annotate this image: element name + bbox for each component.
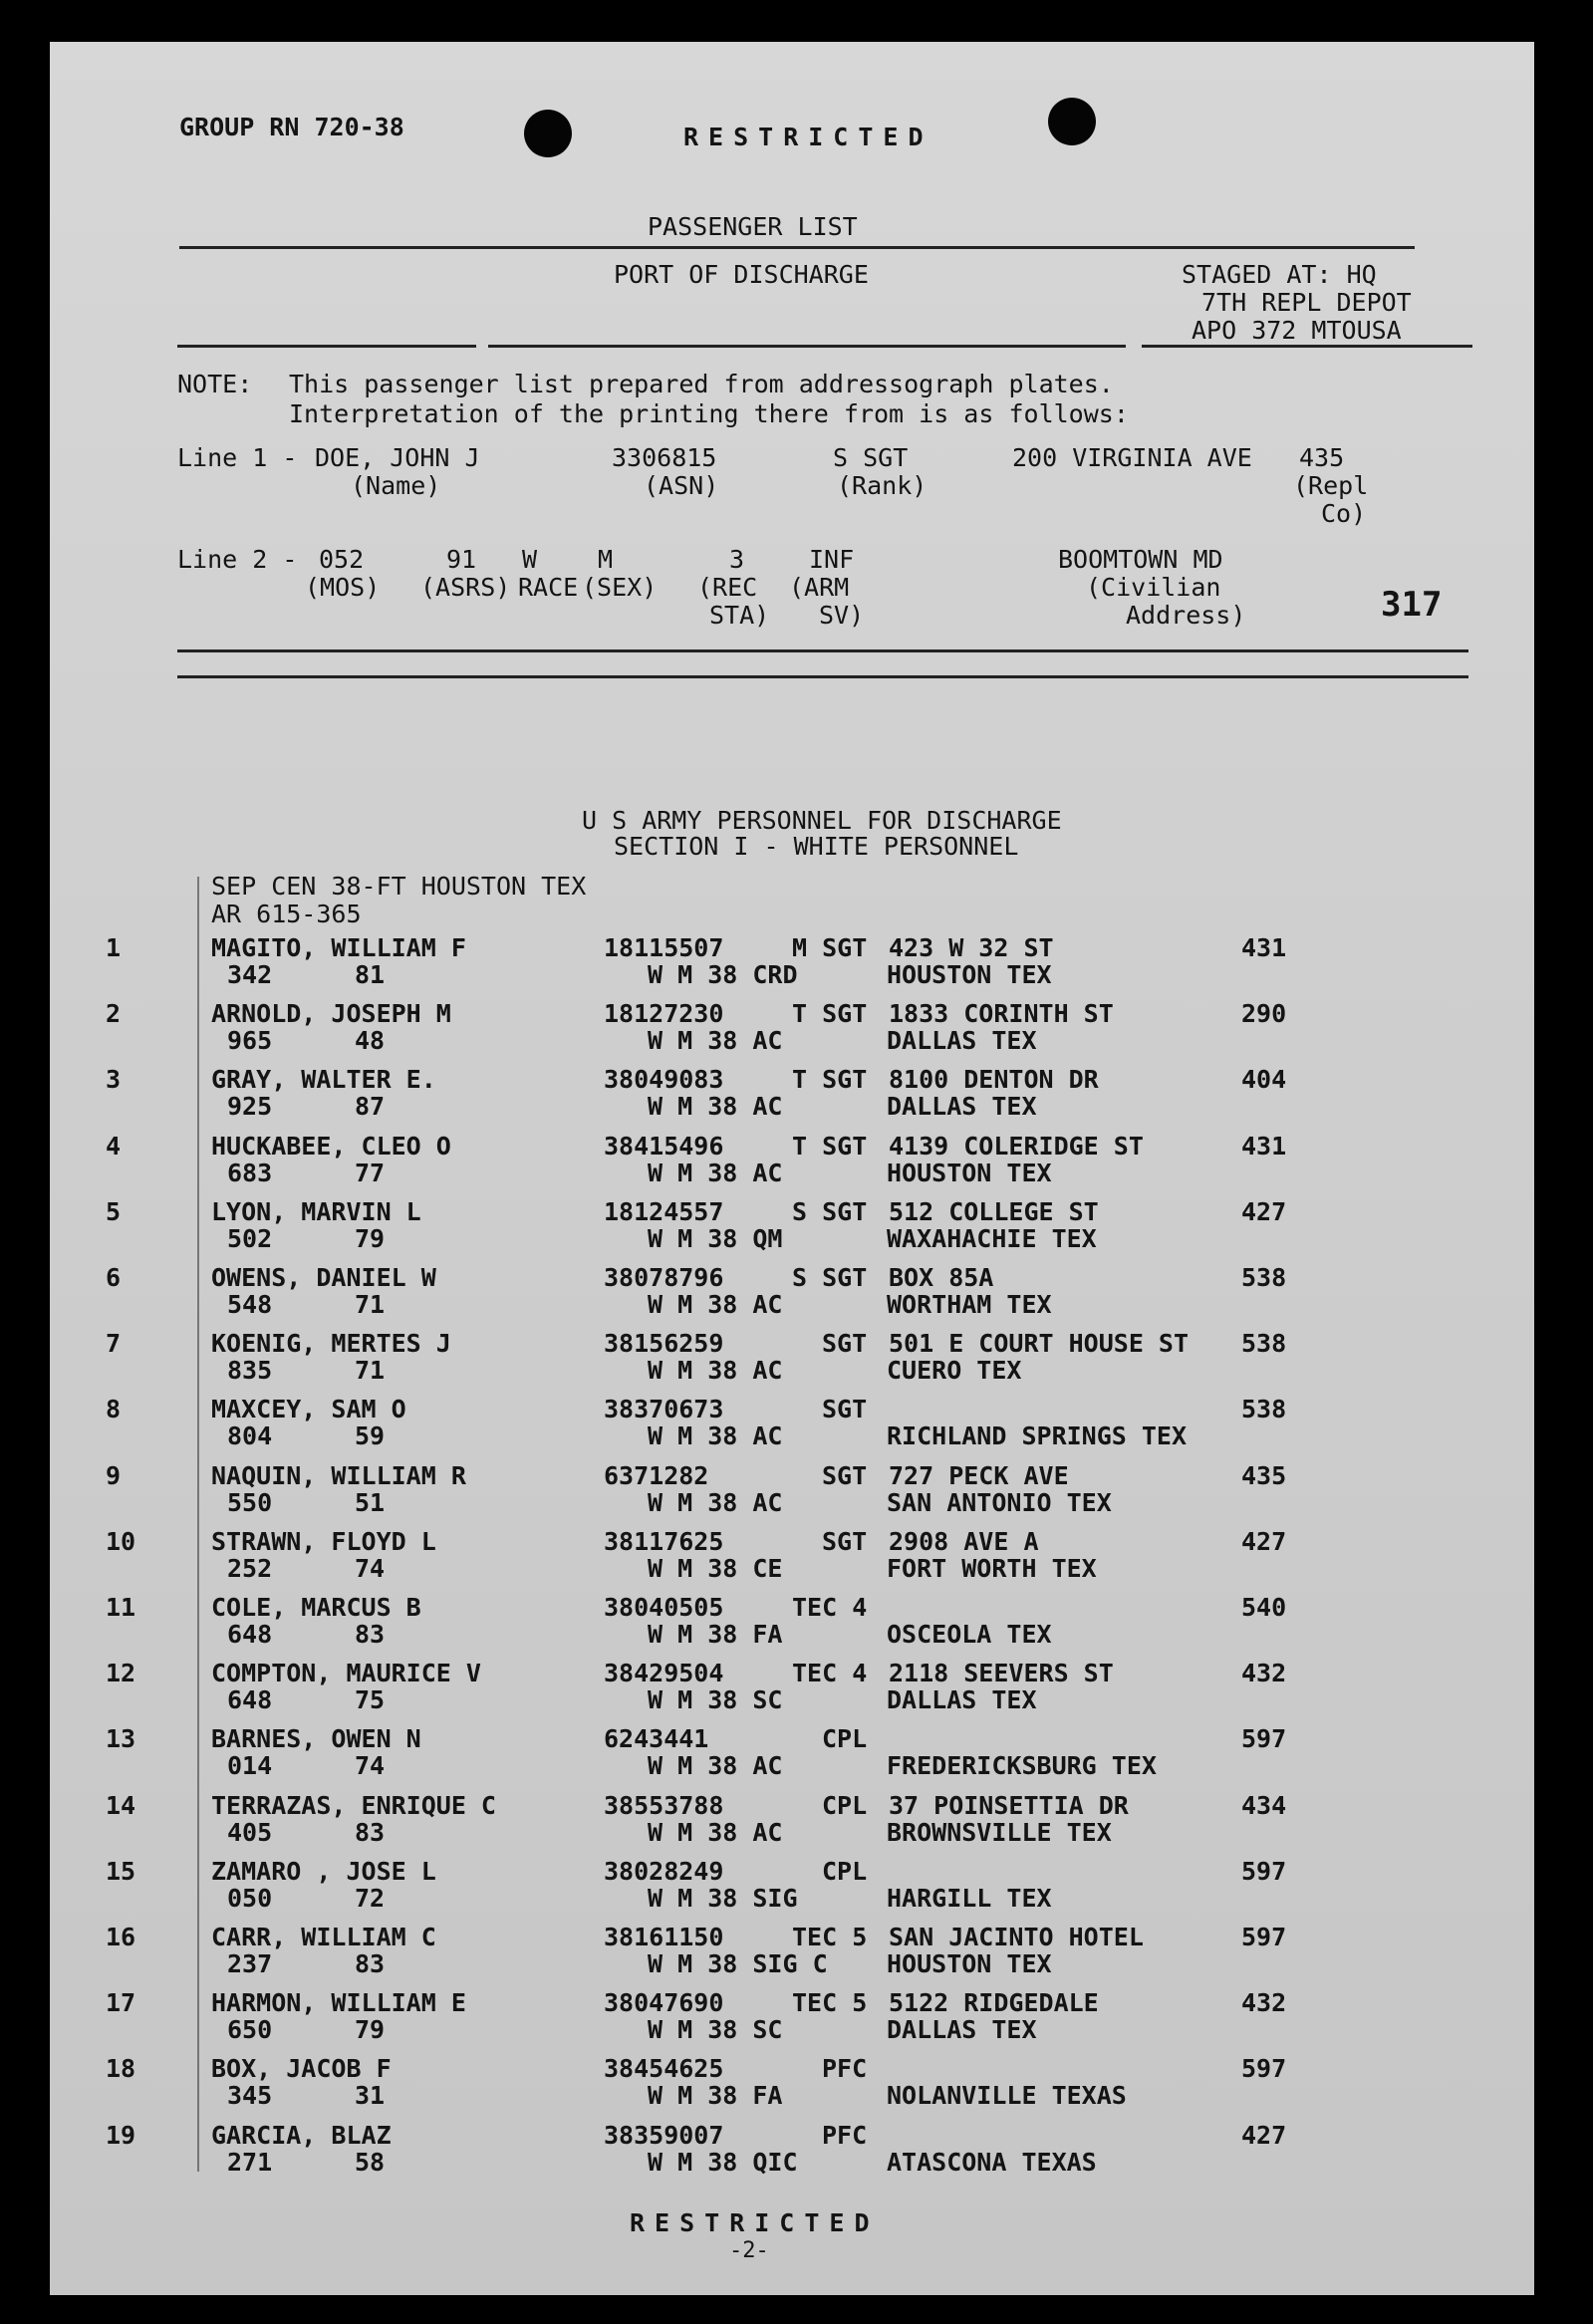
row-asrs: 77: [355, 1158, 386, 1187]
row-number: 4: [106, 1131, 122, 1161]
row-number: 5: [106, 1196, 122, 1226]
row-address-city: CUERO TEX: [887, 1356, 1022, 1386]
row-repl-co: 432: [1241, 1988, 1287, 2018]
example-rank: S SGT: [833, 443, 909, 472]
row-number: 8: [106, 1395, 122, 1424]
row-repl-co: 432: [1241, 1659, 1287, 1688]
row-rank: S SGT: [792, 1196, 868, 1226]
row-race-sex-arm: W M 38 AC: [648, 1026, 783, 1056]
row-repl-co: 404: [1241, 1065, 1287, 1095]
row-address-city: DALLAS TEX: [887, 1026, 1037, 1056]
row-address-city: FREDERICKSBURG TEX: [887, 1751, 1157, 1781]
row-name: CARR, WILLIAM C: [211, 1923, 436, 1951]
row-asrs: 75: [355, 1685, 386, 1715]
row-asn: 18115507: [604, 933, 724, 962]
row-mos: 050: [227, 1883, 273, 1913]
row-address-street: 727 PECK AVE: [889, 1460, 1069, 1490]
row-mos: 014: [227, 1751, 273, 1781]
row-mos: 252: [227, 1553, 273, 1583]
example-asrs: 91: [446, 545, 477, 574]
row-race-sex-arm: W M 38 AC: [648, 1751, 783, 1781]
row-asrs: 83: [355, 1817, 386, 1847]
row-mos: 342: [227, 960, 273, 989]
example-asn-caption: (ASN): [644, 471, 719, 500]
row-number: 3: [106, 1065, 122, 1095]
row-mos: 648: [227, 1620, 273, 1649]
row-address-street: 37 POINSETTIA DR: [889, 1790, 1129, 1820]
row-repl-co: 538: [1241, 1329, 1287, 1359]
note-line1: This passenger list prepared from addressograph plates.: [289, 370, 1114, 398]
row-asn: 38028249: [604, 1856, 724, 1886]
example-sex: M: [598, 545, 614, 574]
example-city-caption2: Address): [1126, 601, 1246, 630]
row-name: COLE, MARCUS B: [211, 1593, 421, 1622]
punch-hole-left: [524, 110, 572, 157]
row-asrs: 87: [355, 1092, 386, 1122]
row-repl-co: 427: [1241, 1526, 1287, 1556]
row-race-sex-arm: W M 38 AC: [648, 1158, 783, 1187]
row-number: 13: [106, 1724, 136, 1754]
row-asn: 6371282: [604, 1460, 709, 1490]
row-name: MAGITO, WILLIAM F: [211, 933, 466, 962]
row-address-city: HOUSTON TEX: [887, 960, 1052, 989]
row-repl-co: 434: [1241, 1790, 1287, 1820]
row-asrs: 79: [355, 2015, 386, 2045]
row-address-city: HARGILL TEX: [887, 1883, 1052, 1913]
row-rank: CPL: [822, 1790, 868, 1820]
row-number: 1: [106, 933, 122, 962]
example-line2-label: Line 2 -: [177, 545, 298, 574]
row-asn: 38117625: [604, 1526, 724, 1556]
row-address-city: DALLAS TEX: [887, 1092, 1037, 1122]
left-margin-line: [197, 877, 199, 2172]
row-address-street: SAN JACINTO HOTEL: [889, 1923, 1144, 1951]
section-title-1: U S ARMY PERSONNEL FOR DISCHARGE: [582, 806, 1062, 835]
row-repl-co: 290: [1241, 999, 1287, 1029]
row-mos: 804: [227, 1421, 273, 1451]
row-mos: 502: [227, 1223, 273, 1253]
row-address-street: 4139 COLERIDGE ST: [889, 1131, 1144, 1161]
example-arm-caption1: (ARM: [789, 573, 850, 602]
row-rank: PFC: [822, 2120, 868, 2150]
staged-at-line3: APO 372 MTOUSA: [1192, 316, 1402, 345]
row-rank: CPL: [822, 1856, 868, 1886]
row-rank: SGT: [822, 1460, 868, 1490]
row-repl-co: 597: [1241, 1923, 1287, 1951]
row-asrs: 51: [355, 1487, 386, 1517]
row-mos: 550: [227, 1487, 273, 1517]
restricted-bottom: RESTRICTED: [630, 2208, 880, 2237]
row-mos: 271: [227, 2147, 273, 2177]
row-repl-co: 431: [1241, 933, 1287, 962]
row-asn: 38078796: [604, 1263, 724, 1292]
row-number: 2: [106, 999, 122, 1029]
row-name: NAQUIN, WILLIAM R: [211, 1460, 466, 1490]
row-rank: PFC: [822, 2054, 868, 2084]
example-asn: 3306815: [612, 443, 717, 472]
row-address-city: HOUSTON TEX: [887, 1949, 1052, 1978]
row-name: OWENS, DANIEL W: [211, 1263, 436, 1292]
row-number: 17: [106, 1988, 136, 2018]
row-mos: 683: [227, 1158, 273, 1187]
row-rank: SGT: [822, 1395, 868, 1424]
row-address-city: BROWNSVILLE TEX: [887, 1817, 1112, 1847]
row-race-sex-arm: W M 38 AC: [648, 1421, 783, 1451]
row-asrs: 81: [355, 960, 386, 989]
row-mos: 965: [227, 1026, 273, 1056]
row-asn: 18127230: [604, 999, 724, 1029]
row-address-city: OSCEOLA TEX: [887, 1620, 1052, 1649]
row-repl-co: 427: [1241, 1196, 1287, 1226]
row-name: MAXCEY, SAM O: [211, 1395, 406, 1424]
row-rank: T SGT: [792, 999, 868, 1029]
example-sex-caption: (SEX): [582, 573, 658, 602]
example-rec-caption1: (REC: [697, 573, 758, 602]
row-address-city: NOLANVILLE TEXAS: [887, 2081, 1127, 2111]
row-name: ZAMARO , JOSE L: [211, 1856, 436, 1886]
example-race: W: [522, 545, 538, 574]
row-race-sex-arm: W M 38 AC: [648, 1487, 783, 1517]
row-race-sex-arm: W M 38 AC: [648, 1356, 783, 1386]
row-address-street: 2908 AVE A: [889, 1526, 1039, 1556]
row-name: BOX, JACOB F: [211, 2054, 392, 2084]
row-asrs: 72: [355, 1883, 386, 1913]
punch-hole-right: [1048, 98, 1096, 145]
page-number-stamp: 317: [1381, 585, 1443, 625]
row-mos: 345: [227, 2081, 273, 2111]
example-line1-label: Line 1 -: [177, 443, 298, 472]
example-name-caption: (Name): [351, 471, 441, 500]
row-number: 9: [106, 1460, 122, 1490]
row-name: ARNOLD, JOSEPH M: [211, 999, 451, 1029]
row-number: 10: [106, 1526, 136, 1556]
note-line2: Interpretation of the printing there from is as follows:: [289, 399, 1129, 428]
example-city: BOOMTOWN MD: [1058, 545, 1223, 574]
row-rank: T SGT: [792, 1131, 868, 1161]
row-name: GARCIA, BLAZ: [211, 2120, 392, 2150]
row-repl-co: 538: [1241, 1263, 1287, 1292]
document-page: [50, 42, 1534, 2295]
example-asrs-caption: (ASRS): [420, 573, 511, 602]
row-address-city: SAN ANTONIO TEX: [887, 1487, 1112, 1517]
group-label: GROUP RN 720-38: [179, 113, 404, 141]
header-rule-mid: [488, 345, 1126, 348]
example-mos-caption: (MOS): [305, 573, 381, 602]
row-name: TERRAZAS, ENRIQUE C: [211, 1790, 496, 1820]
row-asrs: 71: [355, 1356, 386, 1386]
row-race-sex-arm: W M 38 CRD: [648, 960, 798, 989]
row-asrs: 79: [355, 1223, 386, 1253]
row-repl-co: 597: [1241, 2054, 1287, 2084]
row-asrs: 74: [355, 1553, 386, 1583]
row-number: 14: [106, 1790, 136, 1820]
row-repl-co: 597: [1241, 1856, 1287, 1886]
row-mos: 925: [227, 1092, 273, 1122]
row-asn: 38370673: [604, 1395, 724, 1424]
example-rec: 3: [729, 545, 745, 574]
row-asrs: 83: [355, 1949, 386, 1978]
row-mos: 237: [227, 1949, 273, 1978]
example-rec-caption2: STA): [709, 601, 770, 630]
example-mos: 052: [319, 545, 365, 574]
row-race-sex-arm: W M 38 QM: [648, 1223, 783, 1253]
row-address-city: FORT WORTH TEX: [887, 1553, 1097, 1583]
row-asrs: 31: [355, 2081, 386, 2111]
ar-line: AR 615-365: [211, 900, 362, 928]
row-address-street: 423 W 32 ST: [889, 933, 1054, 962]
row-address-street: 8100 DENTON DR: [889, 1065, 1099, 1095]
row-race-sex-arm: W M 38 AC: [648, 1817, 783, 1847]
row-mos: 648: [227, 1685, 273, 1715]
row-asn: 38454625: [604, 2054, 724, 2084]
row-repl-co: 435: [1241, 1460, 1287, 1490]
row-rank: TEC 5: [792, 1988, 868, 2018]
row-asn: 38156259: [604, 1329, 724, 1359]
row-rank: SGT: [822, 1329, 868, 1359]
row-name: STRAWN, FLOYD L: [211, 1526, 436, 1556]
row-asn: 38040505: [604, 1593, 724, 1622]
row-asn: 38415496: [604, 1131, 724, 1161]
note-label: NOTE:: [177, 370, 253, 398]
row-asrs: 58: [355, 2147, 386, 2177]
row-asn: 18124557: [604, 1196, 724, 1226]
row-asn: 38359007: [604, 2120, 724, 2150]
row-address-city: WORTHAM TEX: [887, 1290, 1052, 1319]
staged-at-line1: STAGED AT: HQ: [1182, 260, 1377, 289]
staged-at-line2: 7TH REPL DEPOT: [1201, 288, 1412, 317]
row-address-street: 512 COLLEGE ST: [889, 1196, 1099, 1226]
row-asrs: 48: [355, 1026, 386, 1056]
sep-cen-line: SEP CEN 38-FT HOUSTON TEX: [211, 872, 587, 901]
row-number: 12: [106, 1659, 136, 1688]
row-name: BARNES, OWEN N: [211, 1724, 421, 1754]
row-address-city: DALLAS TEX: [887, 1685, 1037, 1715]
example-rank-caption: (Rank): [837, 471, 928, 500]
row-race-sex-arm: W M 38 QIC: [648, 2147, 798, 2177]
row-race-sex-arm: W M 38 FA: [648, 1620, 783, 1649]
row-race-sex-arm: W M 38 AC: [648, 1290, 783, 1319]
row-mos: 548: [227, 1290, 273, 1319]
row-rank: S SGT: [792, 1263, 868, 1292]
page-footer-number: -2-: [729, 2238, 769, 2263]
row-asn: 38429504: [604, 1659, 724, 1688]
row-mos: 405: [227, 1817, 273, 1847]
row-address-street: 501 E COURT HOUSE ST: [889, 1329, 1190, 1359]
port-of-discharge: PORT OF DISCHARGE: [614, 260, 869, 289]
section-title-2: SECTION I - WHITE PERSONNEL: [614, 832, 1019, 861]
note-rule-2: [177, 675, 1468, 678]
example-city-caption1: (Civilian: [1086, 573, 1221, 602]
row-asn: 38553788: [604, 1790, 724, 1820]
row-name: GRAY, WALTER E.: [211, 1065, 436, 1095]
example-repl-caption1: (Repl: [1293, 471, 1369, 500]
row-asrs: 83: [355, 1620, 386, 1649]
row-rank: TEC 4: [792, 1659, 868, 1688]
row-race-sex-arm: W M 38 SC: [648, 1685, 783, 1715]
row-asrs: 74: [355, 1751, 386, 1781]
row-repl-co: 597: [1241, 1724, 1287, 1754]
row-number: 19: [106, 2120, 136, 2150]
passenger-list-title: PASSENGER LIST: [648, 212, 858, 241]
row-asrs: 71: [355, 1290, 386, 1319]
example-arm-caption2: SV): [819, 601, 865, 630]
row-asn: 38049083: [604, 1065, 724, 1095]
row-race-sex-arm: W M 38 SIG C: [648, 1949, 828, 1978]
example-name: DOE, JOHN J: [315, 443, 480, 472]
row-number: 16: [106, 1923, 136, 1951]
row-address-city: RICHLAND SPRINGS TEX: [887, 1421, 1188, 1451]
row-repl-co: 538: [1241, 1395, 1287, 1424]
row-race-sex-arm: W M 38 SIG: [648, 1883, 798, 1913]
row-rank: M SGT: [792, 933, 868, 962]
header-rule-right: [1142, 345, 1472, 348]
example-arm: INF: [809, 545, 855, 574]
row-mos: 835: [227, 1356, 273, 1386]
row-address-street: 2118 SEEVERS ST: [889, 1659, 1114, 1688]
row-address-street: BOX 85A: [889, 1263, 994, 1292]
example-address: 200 VIRGINIA AVE: [1012, 443, 1252, 472]
row-name: KOENIG, MERTES J: [211, 1329, 451, 1359]
row-rank: SGT: [822, 1526, 868, 1556]
row-name: LYON, MARVIN L: [211, 1196, 421, 1226]
row-asn: 38161150: [604, 1923, 724, 1951]
row-address-city: WAXAHACHIE TEX: [887, 1223, 1097, 1253]
row-name: HARMON, WILLIAM E: [211, 1988, 466, 2018]
row-race-sex-arm: W M 38 SC: [648, 2015, 783, 2045]
row-repl-co: 540: [1241, 1593, 1287, 1622]
row-address-city: HOUSTON TEX: [887, 1158, 1052, 1187]
note-rule-1: [177, 649, 1468, 652]
row-number: 6: [106, 1263, 122, 1292]
header-rule-top: [179, 246, 1415, 249]
row-name: COMPTON, MAURICE V: [211, 1659, 481, 1688]
row-number: 18: [106, 2054, 136, 2084]
row-asn: 38047690: [604, 1988, 724, 2018]
row-race-sex-arm: W M 38 CE: [648, 1553, 783, 1583]
example-race-caption: RACE: [518, 573, 579, 602]
row-address-city: ATASCONA TEXAS: [887, 2147, 1097, 2177]
row-address-street: 1833 CORINTH ST: [889, 999, 1114, 1029]
row-number: 15: [106, 1856, 136, 1886]
row-repl-co: 427: [1241, 2120, 1287, 2150]
row-rank: T SGT: [792, 1065, 868, 1095]
row-rank: CPL: [822, 1724, 868, 1754]
row-repl-co: 431: [1241, 1131, 1287, 1161]
example-repl: 435: [1299, 443, 1345, 472]
row-race-sex-arm: W M 38 FA: [648, 2081, 783, 2111]
header-rule-left: [177, 345, 476, 348]
row-address-city: DALLAS TEX: [887, 2015, 1037, 2045]
row-asrs: 59: [355, 1421, 386, 1451]
restricted-top: RESTRICTED: [683, 123, 933, 151]
row-asn: 6243441: [604, 1724, 709, 1754]
row-number: 7: [106, 1329, 122, 1359]
row-name: HUCKABEE, CLEO O: [211, 1131, 451, 1161]
row-rank: TEC 4: [792, 1593, 868, 1622]
row-mos: 650: [227, 2015, 273, 2045]
row-address-street: 5122 RIDGEDALE: [889, 1988, 1099, 2018]
row-race-sex-arm: W M 38 AC: [648, 1092, 783, 1122]
example-repl-caption2: Co): [1321, 499, 1367, 528]
row-rank: TEC 5: [792, 1923, 868, 1951]
row-number: 11: [106, 1593, 136, 1622]
